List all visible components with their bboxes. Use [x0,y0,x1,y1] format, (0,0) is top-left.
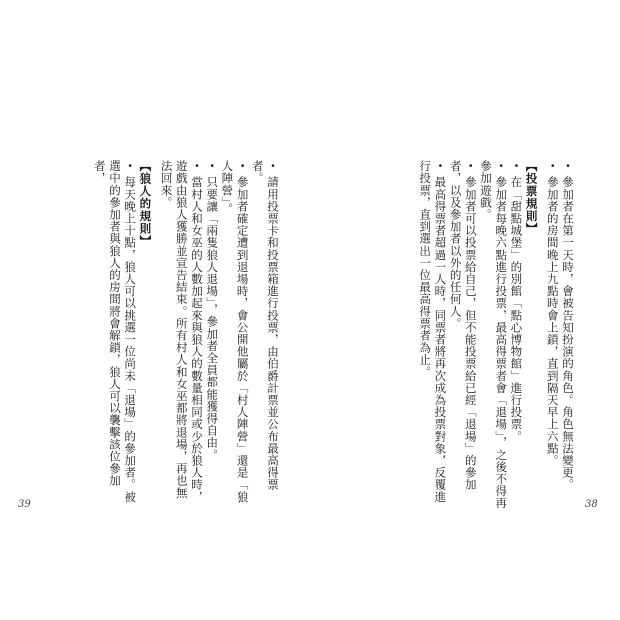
section-heading: 【投票規則】 [524,160,539,235]
bullet-item [417,160,447,510]
bullet-item [92,160,138,510]
section-heading: 【狼人的規則】 [138,160,153,248]
bullet-dot-icon: ・ [123,160,138,173]
bullet-item [508,160,523,510]
bullet-item [478,160,508,510]
bullet-item [250,160,280,510]
bullet-text: 只要讓「兩隻狼人退場」，參加者全員都能獲得自由。 [205,176,220,461]
spacer [539,160,545,510]
bullet-dot-icon: ・ [463,160,478,173]
page-number-left: 39 [18,499,31,510]
bullet-item [158,160,204,510]
bullet-text: 參加者的房間晚上九點時會上鎖，直到隔天早上六點。 [545,176,560,467]
bullet-dot-icon: ・ [235,160,250,173]
bullet-item [447,160,477,510]
bullet-text: 參加者確定遭到退場時，會公開他屬於「村人陣營」還是「狼人陣營」。 [220,160,250,503]
page-39-text [40,160,280,510]
page-38-text [345,160,575,510]
bullet-dot-icon: ・ [266,160,280,173]
bullet-text: 參加者每晚六點進行投票，最高得票者會「退場」，之後不得再參加遊戲。 [478,160,509,510]
bullet-item [219,160,249,510]
page-number-right: 38 [585,499,598,510]
bullet-text: 在「甜點城堡」的別館「點心博物館」進行投票。 [509,176,524,443]
bullet-item [545,160,560,510]
bullet-text: 最高得票者超過一人時，同票者將再次成為投票對象，反覆進行投票，直到選出一位最高得票者為止。 [418,160,448,503]
bullet-text: 參加者可以投票給自己，但不能投票給已經「退場」的參加者，以及參加者以外的任何人。 [448,160,478,491]
bullet-text: 請用投票卡和投票箱進行投票，由伯爵計票並公布最高得票者。 [250,160,280,491]
bullet-text: 參加者在第一天時，會被告知扮演的角色。角色無法變更。 [561,176,575,491]
bullet-item [560,160,575,510]
bullet-dot-icon: ・ [561,160,575,173]
bullet-dot-icon: ・ [545,160,560,173]
bullet-dot-icon: ・ [433,160,448,173]
bullet-dot-icon: ・ [189,160,204,173]
bullet-item [204,160,219,510]
spacer [152,160,158,510]
bullet-dot-icon: ・ [205,160,220,173]
bullet-text: 當村人和女巫的人數加起來與狼人的數量相同或少於狼人時，遊戲由狼人獲勝並宣告結束。所有村人和女巫都將退場，再也無法回來。 [159,160,204,503]
bullet-dot-icon: ・ [509,160,524,173]
bullet-dot-icon: ・ [494,160,509,173]
bullet-text: 每天晚上十點，狼人可以挑選一位尚未「退場」的參加者。被選中的參加者與狼人的房間將會解鎖，狼人可以襲擊該位參加者， [92,160,138,503]
